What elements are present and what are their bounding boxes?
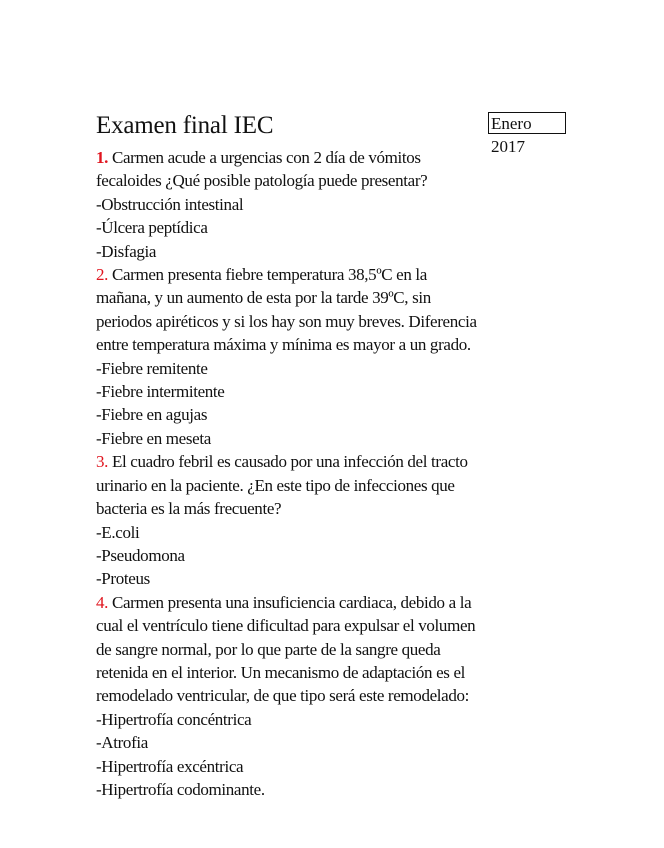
- page-title: Examen final IEC: [96, 112, 274, 139]
- answer-option: -Pseudomona: [96, 545, 185, 565]
- answer-option: -Atrofia: [96, 733, 148, 753]
- date-month: Enero: [491, 114, 532, 133]
- question-text-line: entre temperatura máxima y mínima es mayor a un grado.: [96, 335, 471, 355]
- question-1: [96, 146, 586, 263]
- question-text-line: 4. Carmen presenta una insuficiencia cardiaca, debido a la: [96, 592, 472, 612]
- question-text-line: periodos apiréticos y si los hay son muy breves. Diferencia: [96, 311, 477, 331]
- answer-option: -Obstrucción intestinal: [96, 194, 244, 214]
- date-box: [488, 112, 566, 156]
- date-year: 2017: [491, 137, 525, 156]
- answer-option: -Fiebre en meseta: [96, 428, 211, 448]
- question-3: [96, 450, 586, 590]
- question-text-line: cual el ventrículo tiene dificultad para expulsar el volumen: [96, 616, 476, 636]
- answer-option: -E.coli: [96, 522, 140, 542]
- question-4: [96, 591, 586, 802]
- question-text-line: retenida en el interior. Un mecanismo de adaptación es el: [96, 662, 466, 682]
- question-text-line: fecaloides ¿Qué posible patología puede presentar?: [96, 171, 428, 191]
- question-number: 4.: [96, 592, 109, 612]
- question-number: 2.: [96, 265, 109, 285]
- question-text-line: bacteria es la más frecuente?: [96, 499, 282, 519]
- question-text-line: urinario en la paciente. ¿En este tipo de infecciones que: [96, 475, 455, 495]
- question-text-line: mañana, y un aumento de esta por la tarde 39ºC, sin: [96, 288, 431, 308]
- answer-option: -Úlcera peptídica: [96, 218, 208, 238]
- question-text-line: remodelado ventricular, de que tipo será este remodelado:: [96, 686, 470, 706]
- exam-body: [96, 146, 586, 801]
- answer-option: -Proteus: [96, 569, 150, 589]
- answer-option: -Fiebre remitente: [96, 358, 208, 378]
- question-text-line: 2. Carmen presenta fiebre temperatura 38,5ºC en la: [96, 265, 427, 285]
- question-number: 1.: [96, 148, 109, 167]
- answer-option: -Hipertrofía excéntrica: [96, 756, 244, 776]
- question-2: [96, 263, 586, 450]
- question-number: 3.: [96, 452, 109, 472]
- question-text-line: 3. El cuadro febril es causado por una infección del tracto: [96, 452, 468, 472]
- answer-option: -Disfagia: [96, 241, 157, 261]
- question-text-line: 1. Carmen acude a urgencias con 2 día de vómitos: [96, 148, 421, 167]
- answer-option: -Fiebre en agujas: [96, 405, 208, 425]
- answer-option: -Hipertrofía codominante.: [96, 779, 265, 799]
- answer-option: -Fiebre intermitente: [96, 382, 225, 402]
- answer-option: -Hipertrofía concéntrica: [96, 709, 252, 729]
- question-text-line: de sangre normal, por lo que parte de la sangre queda: [96, 639, 441, 659]
